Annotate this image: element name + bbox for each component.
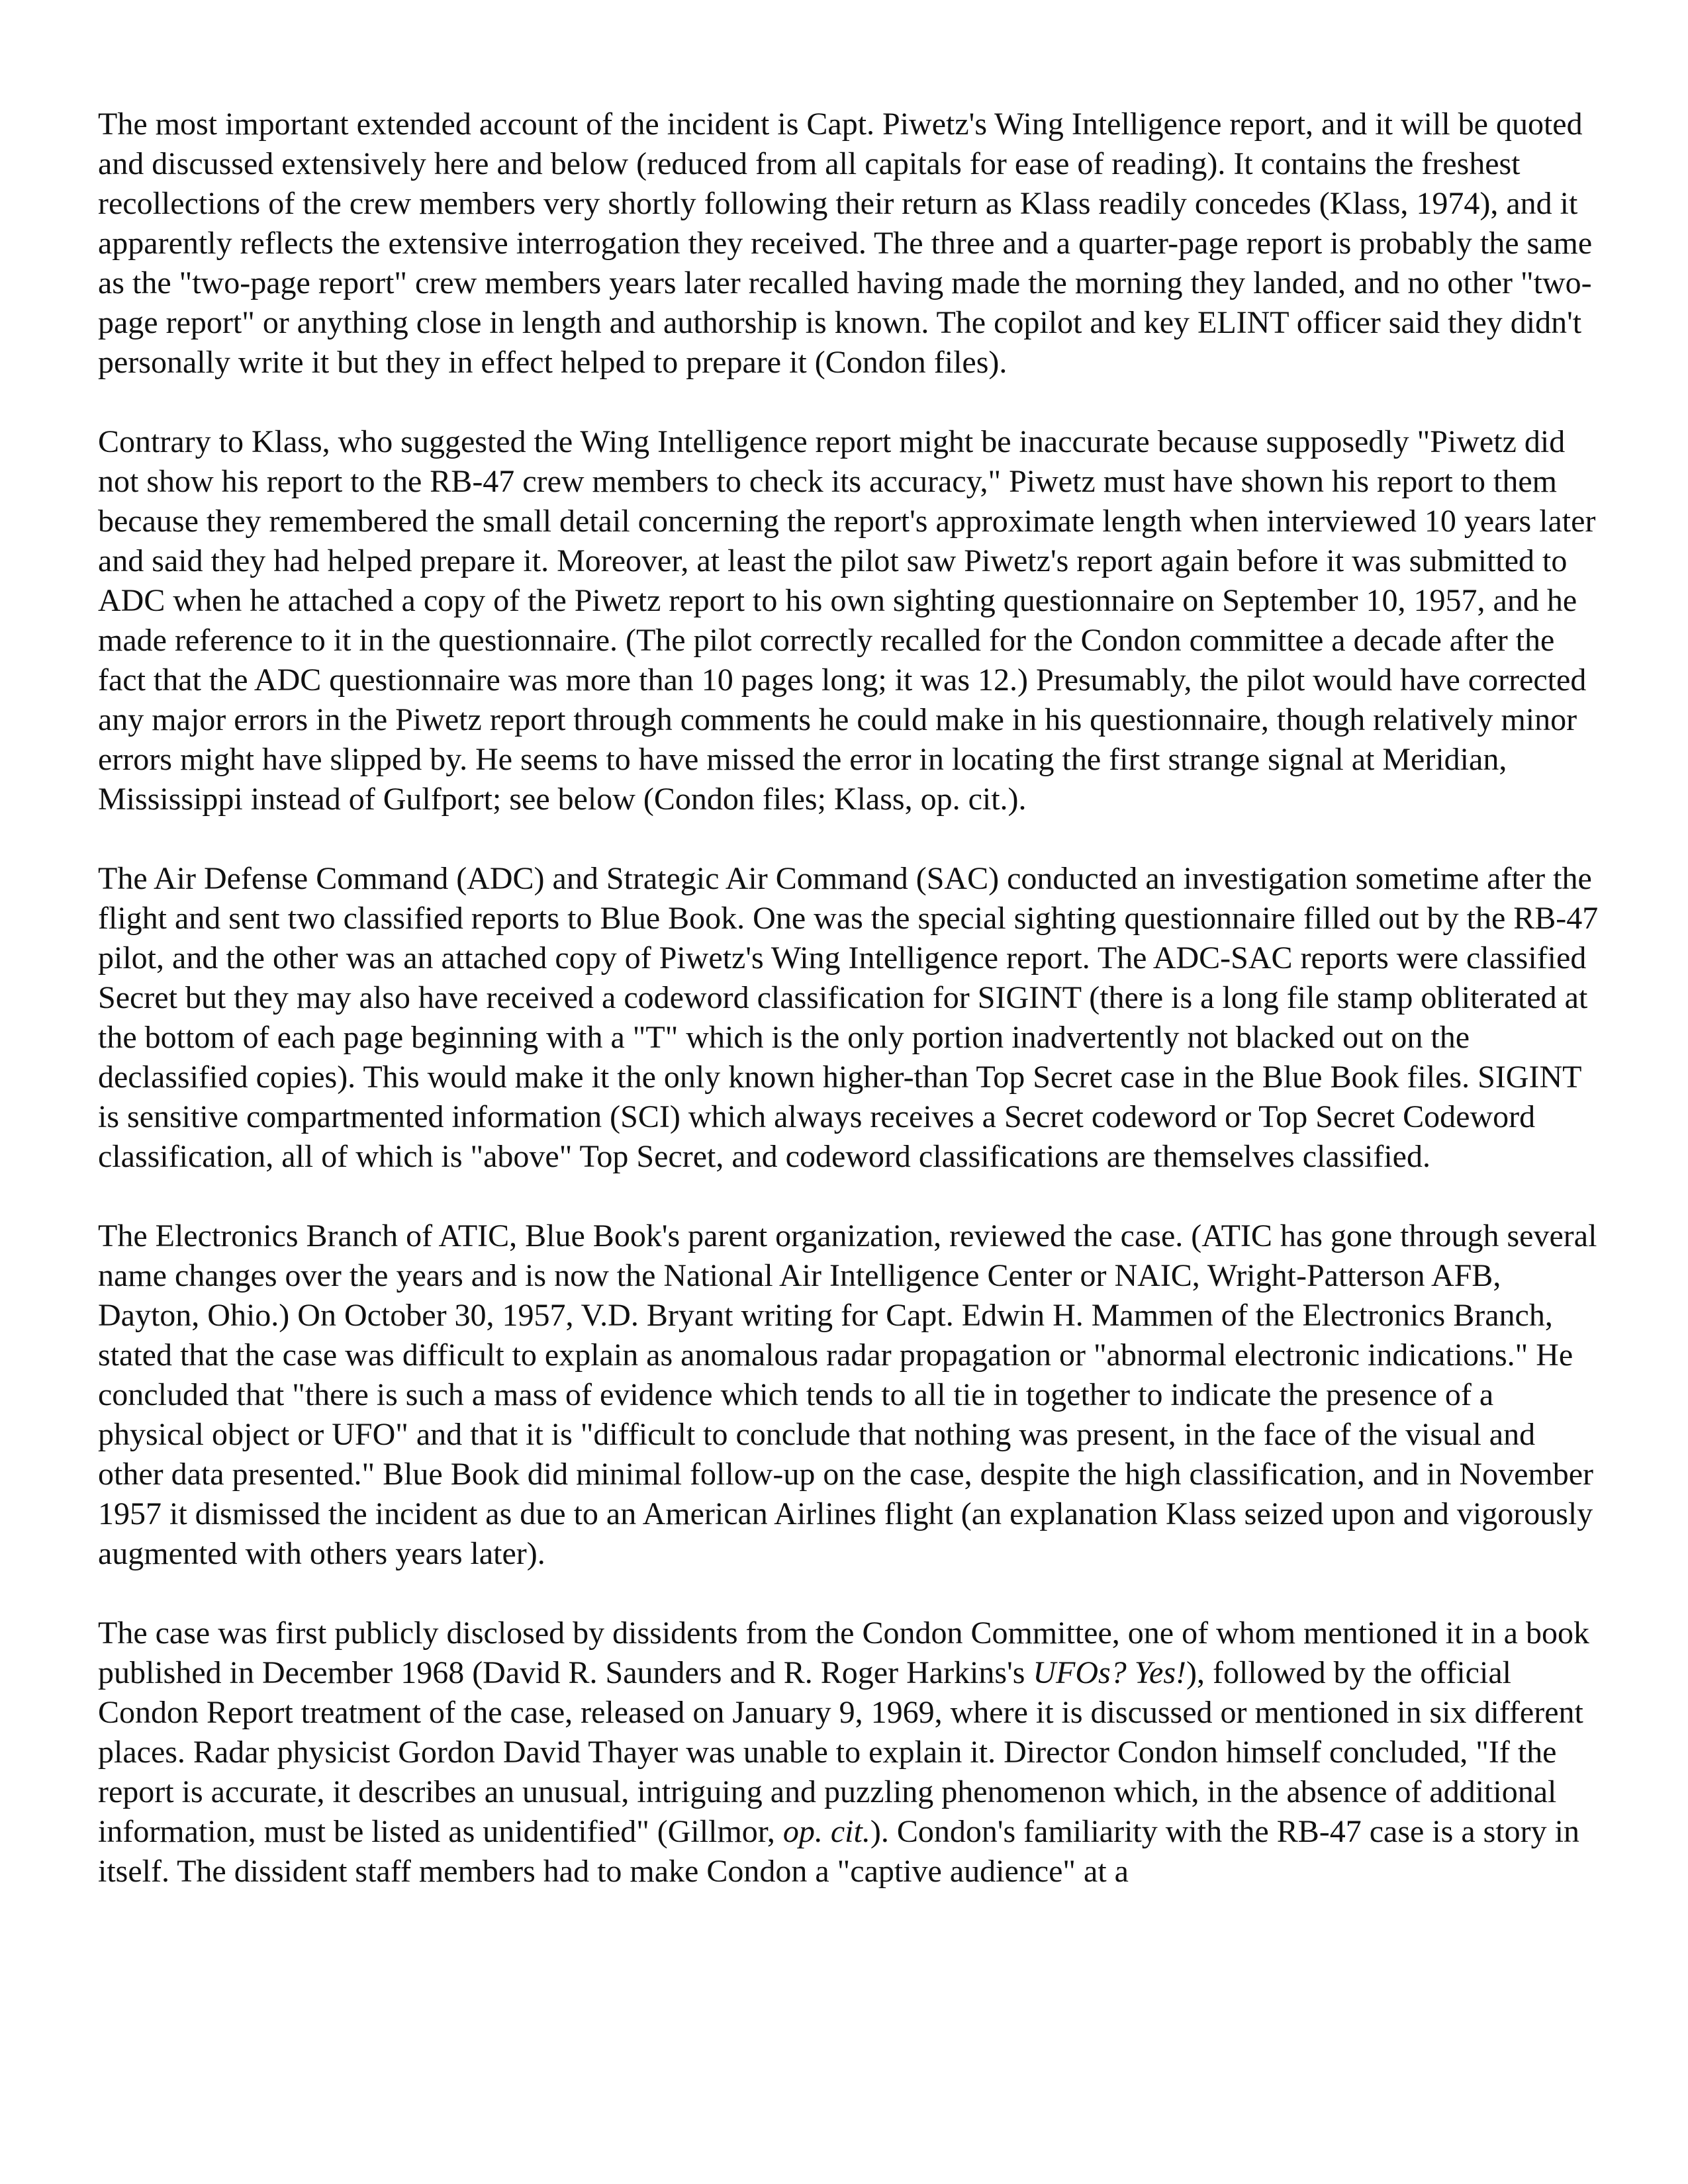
paragraph-atic-electronics-branch: The Electronics Branch of ATIC, Blue Book's parent organization, reviewed the case. (ATIC has gone through several name changes over the years and is now the National Air Intelligence Center or NAIC, Wright-Patterson AFB, Dayton, Ohio.) On October 30, 1957, V.D. Bryant writing for Capt. Edwin H. Mammen of the Electronics Branch, stated that the case was difficult to explain as anomalous radar propagation or "abnormal electronic indications." He concluded that "there is such a mass of evidence which tends to all tie in together to indicate the presence of a physical object or UFO" and that it is "difficult to conclude that nothing was present, in the face of the visual and other data presented." Blue Book did minimal follow-up on the case, despite the high classification, and in November 1957 it dismissed the incident as due to an American Airlines flight (an explanation Klass seized upon and vigorously augmented with others years later). <box>98 1218 1597 1571</box>
paragraph-piwetz-report: The most important extended account of the incident is Capt. Piwetz's Wing Intelligence report, and it will be quoted and discussed extensively here and below (reduced from all capitals for ease of reading). It contains the freshest recollections of the crew members very shortly following their return as Klass readily concedes (Klass, 1974), and it apparently reflects the extensive interrogation they received. The three and a quarter-page report is probably the same as the "two-page report" crew members years later recalled having made the morning they landed, and no other "two-page report" or anything close in length and authorship is known. The copilot and key ELINT officer said they didn't personally write it but they in effect helped to prepare it (Condon files). <box>98 107 1593 380</box>
document-page <box>98 105 1601 1931</box>
paragraph-adc-sac-investigation: The Air Defense Command (ADC) and Strategic Air Command (SAC) conducted an investigation sometime after the flight and sent two classified reports to Blue Book. One was the special sighting questionnaire filled out by the RB-47 pilot, and the other was an attached copy of Piwetz's Wing Intelligence report. The ADC-SAC reports were classified Secret but they may also have received a codeword classification for SIGINT (there is a long file stamp obliterated at the bottom of each page beginning with a "T" which is the only portion inadvertently not blacked out on the declassified copies). This would make it the only known higher-than Top Secret case in the Blue Book files. SIGINT is sensitive compartmented information (SCI) which always receives a Secret codeword or Top Secret Codeword classification, all of which is "above" Top Secret, and codeword classifications are themselves classified. <box>98 861 1599 1174</box>
paragraph-text-segment: The case was first publicly disclosed by dissidents from the Condon Committee, one of whom mentioned it in a book published in December 1968 (David R. Saunders and R. Roger Harkins's <box>98 1615 1589 1690</box>
book-title: UFOs? Yes! <box>1033 1655 1186 1690</box>
paragraph-contrary-to-klass: Contrary to Klass, who suggested the Wing Intelligence report might be inaccurate because supposedly "Piwetz did not show his report to the RB-47 crew members to check its accuracy," Piwetz must have shown his report to them because they remembered the small detail concerning the report's approximate length when interviewed 10 years later and said they had helped prepare it. Moreover, at least the pilot saw Piwetz's report again before it was submitted to ADC when he attached a copy of the Piwetz report to his own sighting questionnaire on September 10, 1957, and he made reference to it in the questionnaire. (The pilot correctly recalled for the Condon committee a decade after the fact that the ADC questionnaire was more than 10 pages long; it was 12.) Presumably, the pilot would have corrected any major errors in the Piwetz report through comments he could make in his questionnaire, though relatively minor errors might have slipped by. He seems to have missed the error in locating the first strange signal at Meridian, Mississippi instead of Gulfport; see below (Condon files; Klass, op. cit.). <box>98 424 1596 817</box>
paragraph-text-segment: ), followed by the official Condon Report treatment of the case, released on January 9, 1969, where it is discussed or mentioned in six different places. Radar physicist Gordon David Thayer was unable to explain it. Director Condon himself concluded, "If the report is accurate, it describes an unusual, intriguing and puzzling phenomenon which, in the absence of additional information, must be listed as unidentified" (Gillmor, <box>98 1655 1583 1849</box>
paragraph-condon-committee <box>98 1614 1601 1891</box>
paragraph-text-segment: ). Condon's familiarity with the RB-47 case is a story in itself. The dissident staff members had to make Condon a "captive audience" at a <box>98 1814 1579 1889</box>
citation-italic: op. cit. <box>782 1814 870 1849</box>
